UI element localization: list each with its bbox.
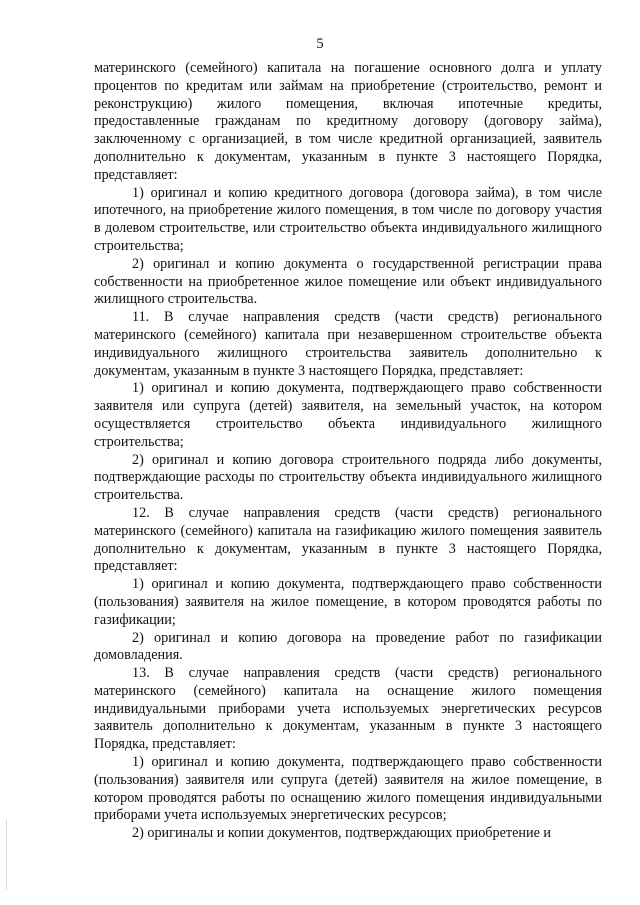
scan-edge-mark (6, 820, 7, 890)
paragraph-clause-13: 13. В случае направления средств (части средств) регионального материнского (семейного) капитала на оснащение жилого помещения индивидуальными приборами учета используемых энергетических ресурсов заявитель дополнительно к документам, указанным в пункте 3 настоящего Порядка, представляет: (94, 665, 602, 753)
page-number: 5 (316, 36, 324, 52)
paragraph-clause-12-item-2: 2) оригинал и копию договора на проведение работ по газификации домовладения. (94, 629, 602, 664)
paragraph-continuation: материнского (семейного) капитала на погашение основного долга и уплату процентов по кредитам или займам на приобретение (строительство, ремонт и реконструкцию) жилого помещения, включая ипотечные кредиты, предоставленные гражданам по кредитному договору (договору займа), заключенному с организацией, в том числе кредитной организацией, заявитель дополнительно к документам, указанным в пункте 3 настоящего Порядка, представляет: (94, 60, 602, 183)
paragraph-item-2-ownership-registration: 2) оригинал и копию документа о государственной регистрации права собственности на приобретенное жилое помещение или объект индивидуального жилищного строительства. (94, 255, 602, 308)
paragraph-clause-13-item-2: 2) оригиналы и копии документов, подтверждающих приобретение и (132, 825, 552, 842)
paragraph-clause-13-item-1: 1) оригинал и копию документа, подтверждающего право собственности (пользования) заявителя или супруга (детей) заявителя на жилое помещение, в котором проводятся работы по оснащению жилого помещения индивидуальными приборами учета используемых энергетических ресурсов; (94, 754, 602, 824)
paragraph-clause-12: 12. В случае направления средств (части средств) регионального материнского (семейного) капитала на газификацию жилого помещения заявитель дополнительно к документам, указанным в пункте 3 настоящего Порядка, представляет: (94, 504, 602, 575)
paragraph-item-1-loan-agreement: 1) оригинал и копию кредитного договора (договора займа), в том числе ипотечного, на приобретение жилого помещения, в том числе по договору участия в долевом строительстве, или строительство объекта индивидуального жилищного строительства; (94, 184, 602, 254)
paragraph-clause-11: 11. В случае направления средств (части средств) регионального материнского (семейного) капитала при незавершенном строительстве объекта индивидуального жилищного строительства заявитель дополнительно к документам, указанным в пункте 3 настоящего Порядка, представляет: (94, 309, 602, 379)
paragraph-clause-11-item-1: 1) оригинал и копию документа, подтверждающего право собственности заявителя или супруга (детей) заявителя, на земельный участок, на котором осуществляется строительство объекта индивидуального жилищного строительства; (94, 380, 602, 450)
document-body (94, 60, 602, 843)
paragraph-clause-12-item-1: 1) оригинал и копию документа, подтверждающего право собственности (пользования) заявителя на жилое помещение, в котором проводятся работы по газификации; (94, 576, 602, 628)
paragraph-clause-11-item-2: 2) оригинал и копию договора строительного подряда либо документы, подтверждающие расходы по строительству объекта индивидуального жилищного строительства. (94, 451, 602, 504)
